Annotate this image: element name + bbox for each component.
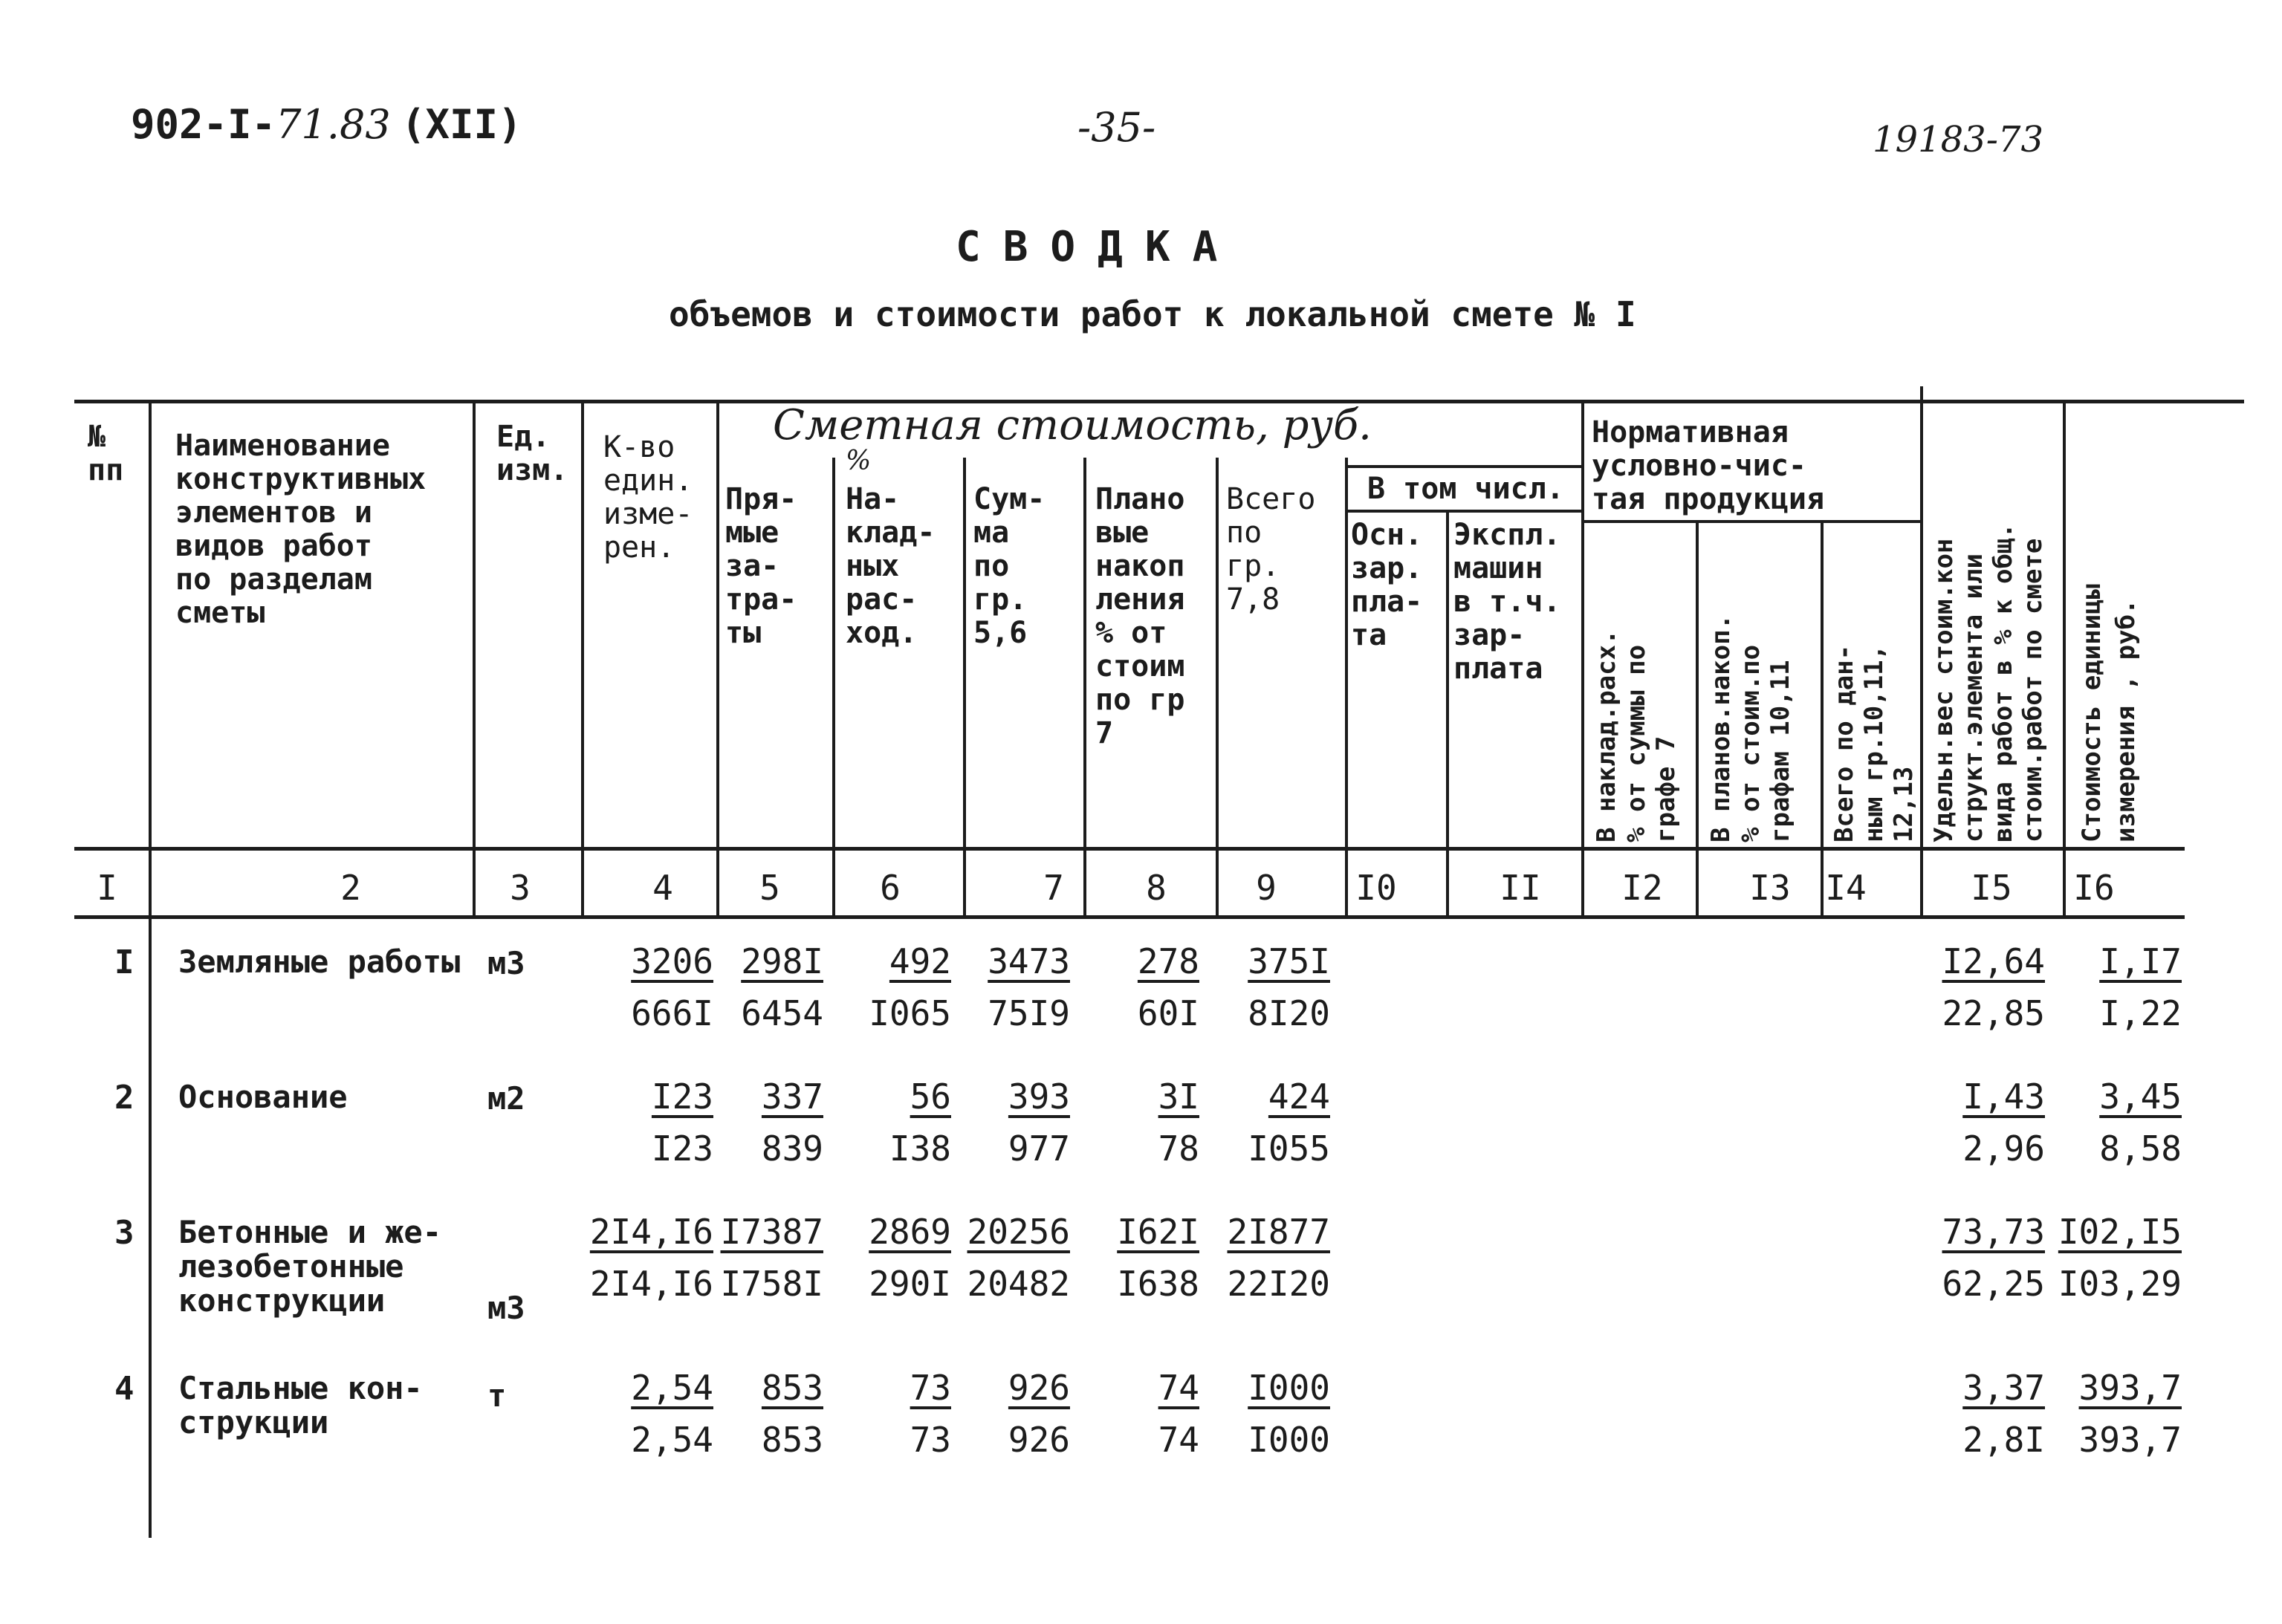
row-element-name: Земляные работы: [178, 943, 461, 980]
cell-value-numerator: 3473: [988, 941, 1070, 981]
cell-value-numerator: 73,73: [1942, 1212, 2045, 1252]
cell-value-numerator: 74: [1158, 1368, 1199, 1408]
cell-c15: [1896, 1367, 2045, 1461]
cell-c16: [2033, 941, 2182, 1034]
cell-value-denominator: 977: [1008, 1128, 1070, 1169]
cell-value-numerator: 393: [1008, 1076, 1070, 1117]
cell-value-numerator: 424: [1268, 1076, 1330, 1117]
cell-value-numerator: I,43: [1962, 1076, 2045, 1117]
header-norm-total: Всего по дан- ным гр.10,11, 12,13: [1829, 644, 1919, 842]
header-savings-norm: В планов.накоп. % от стоим.по графам 10,11: [1706, 614, 1795, 842]
cell-value-denominator: I,22: [2099, 993, 2182, 1033]
cell-c8: [1051, 1076, 1199, 1169]
cell-value-numerator: 56: [910, 1076, 951, 1117]
row-element-name: Основание: [178, 1079, 348, 1115]
cell-c7: [921, 1076, 1070, 1169]
col-rule-6: [963, 458, 966, 917]
page-number: -35-: [1077, 104, 1156, 151]
header-row-number: [88, 420, 123, 487]
cell-value-denominator: 74: [1158, 1420, 1199, 1460]
header-element-name: Наименование конструктивных элементов и видов работ по разделам сметы: [175, 429, 427, 630]
cell-value-denominator: I03,29: [2058, 1264, 2182, 1304]
col-rule-1: [149, 401, 152, 1538]
header-base-salary: Осн. зар. пла- та: [1351, 518, 1423, 652]
header-unit: Ед. изм.: [496, 420, 568, 487]
cell-c9: [1181, 1211, 1330, 1305]
col-rule-9: [1345, 458, 1348, 917]
header-unit-cost: Стоимость единицы измерения , руб.: [2077, 584, 2141, 842]
cell-c8: [1051, 1211, 1199, 1305]
cell-value-numerator: 2I877: [1227, 1212, 1330, 1252]
col-rule-14: [1920, 386, 1923, 917]
col-rule-15: [2063, 401, 2066, 917]
norm-group-rule: [1581, 520, 1920, 523]
cell-c15: [1896, 1076, 2045, 1169]
cell-value-numerator: 3,37: [1962, 1368, 2045, 1408]
cell-value-numerator: 73: [910, 1368, 951, 1408]
cell-value-denominator: 22I20: [1227, 1264, 1330, 1304]
cell-c7: [921, 1211, 1070, 1305]
cell-c16: [2033, 1076, 2182, 1169]
row-number: 3: [114, 1214, 134, 1252]
cell-c15: [1896, 1211, 2045, 1305]
row-unit: м3: [487, 945, 525, 981]
col-rule-3: [581, 401, 584, 917]
cell-c16: [2033, 1211, 2182, 1305]
cell-value-numerator: I000: [1248, 1368, 1330, 1408]
cost-group-rule: [1345, 465, 1581, 468]
cell-value-denominator: 78: [1158, 1128, 1199, 1169]
cell-c5: [675, 1367, 823, 1461]
cell-value-denominator: 20482: [967, 1264, 1070, 1304]
row-element-name: Бетонные и же- лезобетонные конструкции: [178, 1214, 442, 1319]
cell-value-numerator: I2,64: [1942, 941, 2045, 981]
cell-value-denominator: 22,85: [1942, 993, 2045, 1033]
cell-c5: [675, 1076, 823, 1169]
cell-value-numerator: I23: [651, 1076, 713, 1117]
cell-value-denominator: 853: [761, 1420, 823, 1460]
row-number: I: [114, 943, 134, 981]
header-share-percent: Удельн.вес стоим.кон структ.элемента или вида работ в % к общ. стоим.работ по смете: [1929, 523, 2048, 842]
header-incl-group: В том числ.: [1367, 472, 1564, 506]
cell-c8: [1051, 1367, 1199, 1461]
cell-value-denominator: 2,96: [1962, 1128, 2045, 1169]
document-code: [131, 101, 391, 148]
cell-value-numerator: 278: [1137, 941, 1199, 981]
cell-value-denominator: 290I: [869, 1264, 951, 1304]
row-element-name: Стальные кон- струкции: [178, 1370, 423, 1441]
header-quantity: К-во един. изме- рен.: [603, 430, 693, 565]
col-rule-10: [1446, 511, 1449, 917]
cell-value-numerator: 2I4,I6: [589, 1212, 713, 1252]
cell-c16: [2033, 1367, 2182, 1461]
header-direct-costs: Пря- мые за- тра- ты: [725, 482, 797, 650]
cell-c9: [1181, 1076, 1330, 1169]
cell-value-numerator: 3I: [1158, 1076, 1199, 1117]
cell-c5: [675, 941, 823, 1034]
cell-value-numerator: 337: [761, 1076, 823, 1117]
inventory-number: 19183-73: [1873, 119, 2043, 160]
cell-value-numerator: 2869: [869, 1212, 951, 1252]
cell-value-numerator: 853: [761, 1368, 823, 1408]
cell-value-denominator: I38: [889, 1128, 951, 1169]
col-rule-12: [1696, 522, 1699, 917]
cell-value-denominator: 75I9: [988, 993, 1070, 1033]
col-rule-11: [1581, 401, 1584, 917]
cell-value-denominator: 8I20: [1248, 993, 1330, 1033]
cell-value-denominator: I065: [869, 993, 951, 1033]
cell-value-numerator: 298I: [741, 941, 823, 981]
cell-c9: [1181, 941, 1330, 1034]
cell-value-denominator: 2,8I: [1962, 1420, 2045, 1460]
col-rule-8: [1216, 458, 1219, 917]
document-part: (XII): [401, 101, 522, 148]
cell-value-denominator: 839: [761, 1128, 823, 1169]
numbers-bottom-rule: [74, 915, 2185, 919]
cell-value-denominator: 2,54: [631, 1420, 713, 1460]
cell-value-denominator: I638: [1117, 1264, 1199, 1304]
cell-value-denominator: 926: [1008, 1420, 1070, 1460]
page-title: СВОДКА: [956, 223, 1240, 271]
col-rule-7: [1083, 458, 1086, 917]
cell-c8: [1051, 941, 1199, 1034]
header-overhead: На- клад- ных рас- ход.: [846, 482, 936, 650]
header-norm-group: Нормативная условно-чис- тая продукция: [1592, 415, 1825, 516]
cell-value-denominator: 2I4,I6: [589, 1264, 713, 1304]
cell-value-numerator: 20256: [967, 1212, 1070, 1252]
cell-value-denominator: 62,25: [1942, 1264, 2045, 1304]
header-sum: Сум- ма по гр. 5,6: [973, 482, 1046, 650]
cell-value-denominator: 393,7: [2078, 1420, 2182, 1460]
col-rule-4: [716, 401, 719, 917]
cell-value-numerator: 492: [889, 941, 951, 981]
cell-value-denominator: 60I: [1137, 993, 1199, 1033]
document-code-handwritten: 71.83: [276, 101, 391, 148]
cell-value-numerator: 2,54: [631, 1368, 713, 1408]
cell-value-numerator: 3206: [631, 941, 713, 981]
cell-value-numerator: I62I: [1117, 1212, 1199, 1252]
col-rule-5: [832, 458, 835, 917]
cell-value-numerator: 3,45: [2099, 1076, 2182, 1117]
header-overhead-percent-mark: %: [846, 446, 872, 476]
header-total: Всего по гр. 7,8: [1226, 482, 1316, 617]
cell-value-denominator: 73: [910, 1420, 951, 1460]
header-row-number-text: № пп: [88, 420, 124, 487]
row-number: 4: [114, 1370, 134, 1408]
cell-value-denominator: 8,58: [2099, 1128, 2182, 1169]
cell-value-denominator: I23: [651, 1128, 713, 1169]
col-rule-13: [1821, 522, 1824, 917]
cell-value-numerator: 393,7: [2078, 1368, 2182, 1408]
cell-c7: [921, 941, 1070, 1034]
row-number: 2: [114, 1079, 134, 1117]
col-rule-2: [473, 401, 476, 917]
row-unit: м2: [487, 1080, 525, 1117]
cell-value-numerator: I,I7: [2099, 941, 2182, 981]
cell-c15: [1896, 941, 2045, 1034]
cell-value-numerator: I02,I5: [2058, 1212, 2182, 1252]
header-bottom-rule: [74, 847, 2185, 851]
cell-value-numerator: I7387: [720, 1212, 823, 1252]
cell-value-denominator: I758I: [720, 1264, 823, 1304]
cell-value-denominator: I000: [1248, 1420, 1330, 1460]
document-code-printed: 902-I-: [131, 101, 276, 148]
page-subtitle: объемов и стоимости работ к локальной смете № I: [669, 294, 1636, 334]
cell-value-denominator: 666I: [631, 993, 713, 1033]
cell-value-denominator: 6454: [741, 993, 823, 1033]
cell-c7: [921, 1367, 1070, 1461]
header-overhead-norm: В наклад.расх. % от суммы по графе 7: [1592, 629, 1681, 842]
header-machine-operation: Экспл. машин в т.ч. зар- плата: [1453, 518, 1561, 686]
cell-value-denominator: I055: [1248, 1128, 1330, 1169]
cell-c9: [1181, 1367, 1330, 1461]
cell-value-numerator: 375I: [1248, 941, 1330, 981]
cell-value-numerator: 926: [1008, 1368, 1070, 1408]
row-unit: м3: [487, 1290, 525, 1326]
header-cost-group: Сметная стоимость, руб.: [773, 401, 1372, 449]
incl-group-rule: [1345, 510, 1581, 513]
cell-c5: [675, 1211, 823, 1305]
header-planned-savings: Плано вые накоп ления % от стоим по гр 7: [1095, 482, 1185, 750]
row-unit: т: [487, 1377, 507, 1414]
